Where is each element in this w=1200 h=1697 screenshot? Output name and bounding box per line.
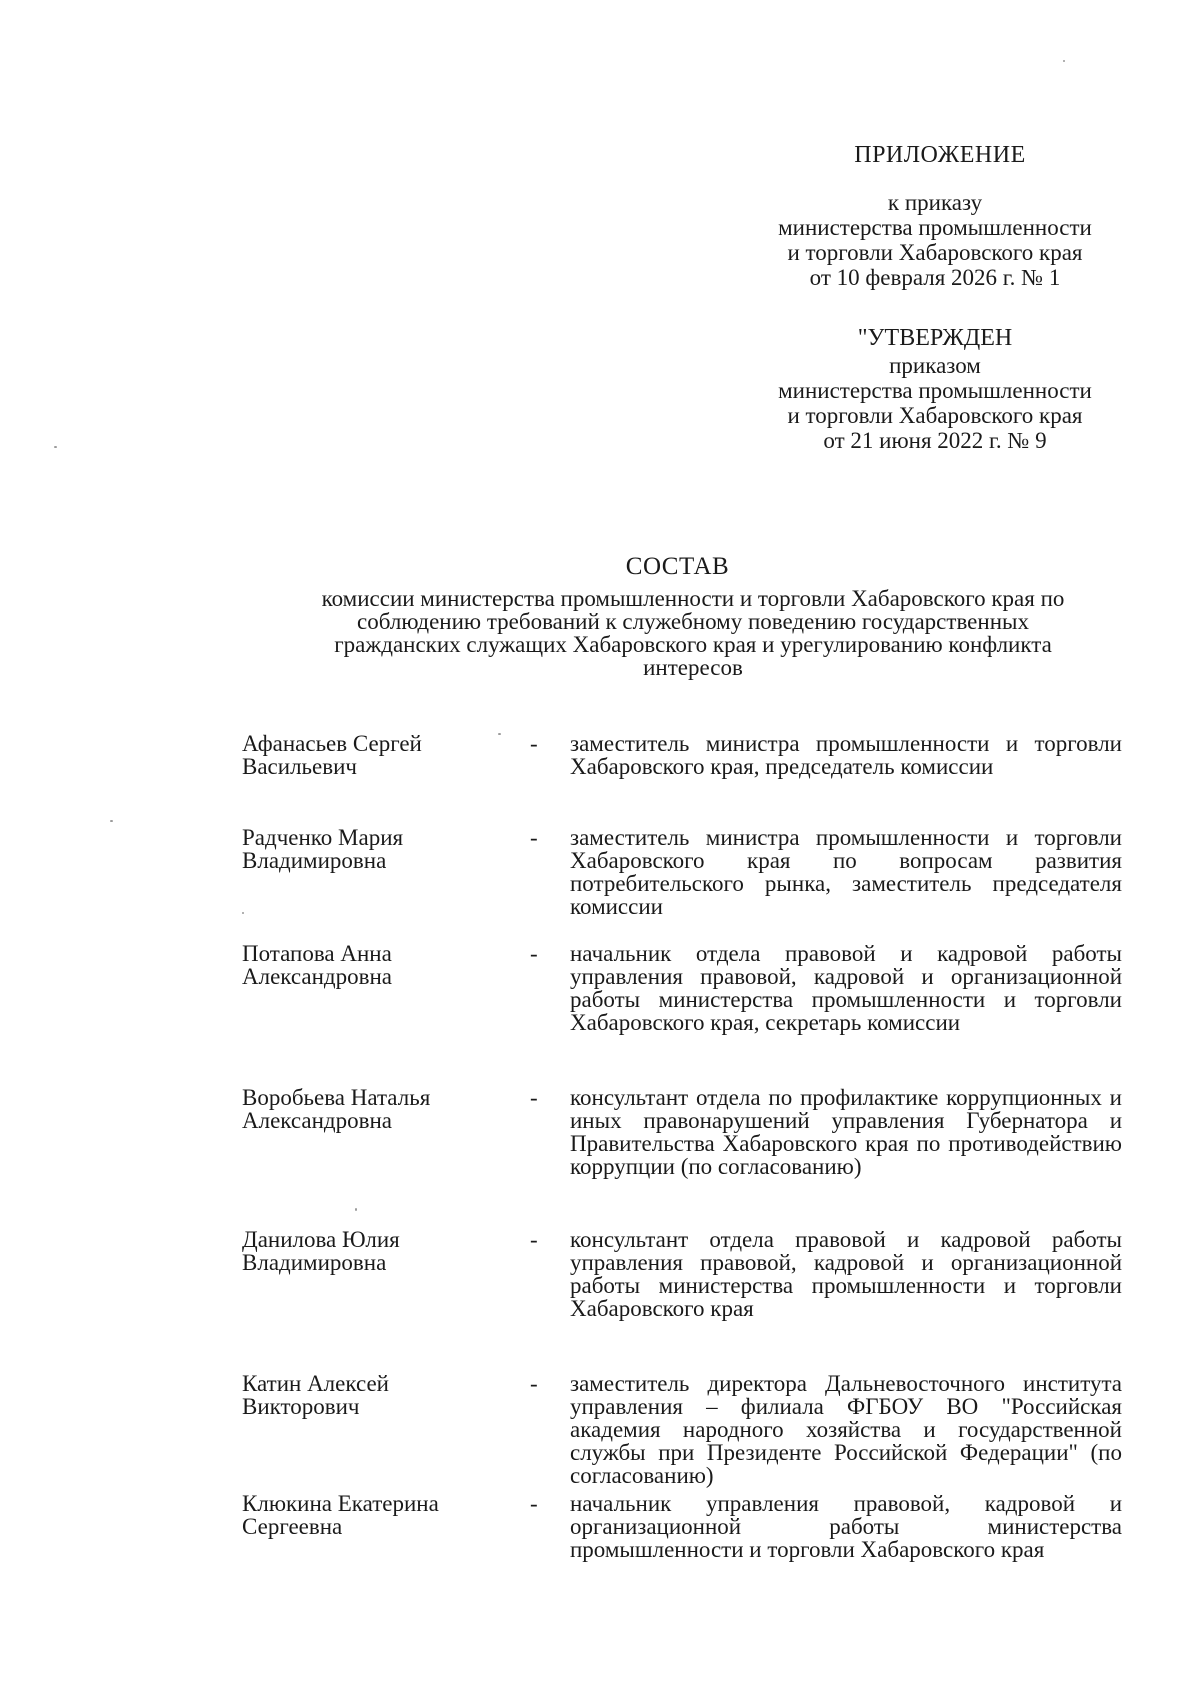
- member-role: заместитель министра промышленности и торговли Хабаровского края по вопросам развития потребительского рынка, заместитель председателя комиссии: [570, 825, 1122, 919]
- composition-subtitle-line: соблюдению требований к служебному поведению государственных: [357, 609, 1029, 634]
- scan-speck: [242, 912, 244, 914]
- annex-line: министерства промышленности: [778, 215, 1092, 240]
- member-name: [242, 942, 502, 988]
- member-name-line: Потапова Анна: [242, 941, 392, 966]
- member-name-line: Клюкина Екатерина: [242, 1491, 439, 1516]
- scan-speck: [355, 1208, 357, 1211]
- annex-line: к приказу: [887, 190, 983, 215]
- member-dash: -: [530, 1491, 538, 1516]
- member-role: консультант отдела правовой и кадровой работы управления правовой, кадровой и организационной работы министерства промышленности и торговли Хабаровского края: [570, 1227, 1122, 1321]
- composition-subtitle-line: интересов: [643, 655, 743, 680]
- member-dash: -: [530, 941, 538, 966]
- member-name-line: Викторович: [242, 1394, 360, 1419]
- member-name-line: Сергеевна: [242, 1514, 343, 1539]
- member-role: заместитель директора Дальневосточного института управления – филиала ФГБОУ ВО "Российская академия народного хозяйства и государственной службы при Президенте Российской Федерации" (по согласованию): [570, 1371, 1122, 1488]
- scan-speck: [54, 446, 57, 448]
- scan-speck: [1063, 60, 1065, 62]
- member-role: консультант отдела по профилактике коррупционных и иных правонарушений управления Губернатора и Правительства Хабаровского края по противодействию коррупции (по согласованию): [570, 1085, 1122, 1179]
- member-dash: -: [530, 825, 538, 850]
- member-name-line: Васильевич: [242, 754, 357, 779]
- approved-line: от 21 июня 2022 г. № 9: [823, 428, 1047, 453]
- annex-title: ПРИЛОЖЕНИЕ: [854, 142, 1026, 168]
- approved-line: министерства промышленности: [778, 378, 1092, 403]
- member-name-line: Владимировна: [242, 1250, 387, 1275]
- composition-subtitle: [248, 587, 1138, 679]
- composition-subtitle-line: гражданских служащих Хабаровского края и урегулированию конфликта: [334, 632, 1052, 657]
- annex-line: от 10 февраля 2026 г. № 1: [809, 265, 1061, 290]
- member-name-line: Данилова Юлия: [242, 1227, 400, 1252]
- member-name-line: Александровна: [242, 964, 392, 989]
- approved-line: и торговли Хабаровского края: [787, 403, 1083, 428]
- annex-reference: [745, 190, 1125, 290]
- scan-speck: [498, 733, 501, 735]
- member-dash: -: [530, 1227, 538, 1252]
- member-name-line: Александровна: [242, 1108, 392, 1133]
- member-name-line: Владимировна: [242, 848, 387, 873]
- member-dash: -: [530, 1085, 538, 1110]
- member-name-line: Радченко Мария: [242, 825, 404, 850]
- member-name: [242, 1372, 502, 1418]
- scan-speck: [110, 820, 113, 822]
- approved-line: приказом: [889, 353, 981, 378]
- member-role: начальник отдела правовой и кадровой работы управления правовой, кадровой и организационной работы министерства промышленности и торговли Хабаровского края, секретарь комиссии: [570, 941, 1122, 1035]
- member-name-line: Катин Алексей: [242, 1371, 389, 1396]
- member-role: заместитель министра промышленности и торговли Хабаровского края, председатель комиссии: [570, 731, 1122, 779]
- member-role: начальник управления правовой, кадровой и организационной работы министерства промышленности и торговли Хабаровского края: [570, 1491, 1122, 1562]
- approved-title: "УТВЕРЖДЕН: [857, 325, 1013, 351]
- member-name-line: Воробьева Наталья: [242, 1085, 431, 1110]
- member-dash: -: [530, 731, 538, 756]
- member-name-line: Афанасьев Сергей: [242, 731, 422, 756]
- member-name: [242, 732, 502, 778]
- approved-reference: [745, 326, 1125, 453]
- member-name: [242, 1228, 502, 1274]
- annex-line: и торговли Хабаровского края: [787, 240, 1083, 265]
- member-dash: -: [530, 1371, 538, 1396]
- member-name: [242, 826, 502, 872]
- composition-subtitle-line: комиссии министерства промышленности и торговли Хабаровского края по: [321, 586, 1065, 611]
- member-name: [242, 1492, 502, 1538]
- member-name: [242, 1086, 502, 1132]
- composition-title: СОСТАВ: [625, 553, 730, 580]
